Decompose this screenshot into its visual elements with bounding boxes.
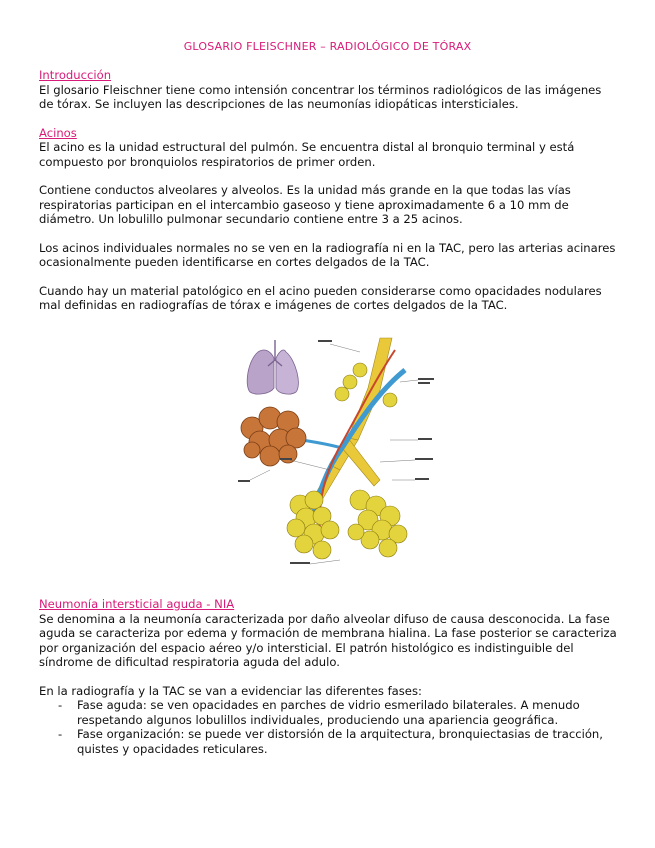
dash-bullet: - <box>58 727 63 741</box>
lungs-icon <box>247 340 298 394</box>
section-nia <box>39 597 619 756</box>
acinos-paragraph-3: Los acinos individuales normales no se ven en la radiografía ni en la TAC, pero las arterias acinares ocasionalmente pueden identificarse en cortes delgados de la TAC. <box>39 240 616 269</box>
heading-introduccion: Introducción <box>39 68 112 82</box>
list-item: - Fase organización: se puede ver distorsión de la arquitectura, bronquiectasias de tracción, quistes y opacidades reticulares. <box>58 727 603 756</box>
heading-nia: Neumonía intersticial aguda - NIA <box>39 597 235 611</box>
section-acinos <box>39 126 619 313</box>
acinar-clusters <box>287 363 407 559</box>
acinus-illustration <box>230 330 440 570</box>
dash-bullet: - <box>58 698 63 712</box>
phases-list <box>39 698 619 756</box>
acinos-paragraph-4: Cuando hay un material patológico en el acino pueden considerarse como opacidades nodulares mal definidas en radiografías de tórax e imágenes de cortes delgados de la TAC. <box>39 283 602 312</box>
section-introduccion <box>39 68 619 112</box>
main-content <box>39 68 619 313</box>
intro-paragraph: El glosario Fleischner tiene como intensión concentrar los términos radiológicos de las imágenes de tórax. Se incluyen las descripciones de las neumonías idiopáticas intersticiales. <box>39 82 602 111</box>
list-item: - Fase aguda: se ven opacidades en parches de vidrio esmerilado bilaterales. A menudo respetando algunos lobulillos individuales, produciendo una apariencia geográfica. <box>58 698 580 727</box>
nia-paragraph: Se denomina a la neumonía caracterizada por daño alveolar difuso de causa desconocida. La fase aguda se caracteriza por edema y formación de membrana hialina. La fase posterior se caracteriza por organización del espacio aéreo y/o intersticial. El patrón histológico es indistinguible del síndrome de dificultad respiratoria aguda del adulo. <box>39 611 617 669</box>
acinos-paragraph-1: El acino es la unidad estructural del pulmón. Se encuentra distal al bronquio terminal y está compuesto por bronquiolos respiratorios de primer orden. <box>39 140 575 169</box>
heading-acinos: Acinos <box>39 125 77 140</box>
alveolar-sac-cluster <box>241 407 306 466</box>
acinos-paragraph-2: Contiene conductos alveolares y alveolos. Es la unidad más grande en la que todas las vías respiratorias participan en el intercambio gaseoso y tiene aproximadamente 6 a 10 mm de diámetro. Un lobulillo pulmonar secundario contiene entre 3 a 25 acinos. <box>39 183 571 226</box>
nia-phases-intro: En la radiografía y la TAC se van a evidenciar las diferentes fases: <box>39 683 422 698</box>
page-title: GLOSARIO FLEISCHNER – RADIOLÓGICO DE TÓRAX <box>183 40 472 53</box>
